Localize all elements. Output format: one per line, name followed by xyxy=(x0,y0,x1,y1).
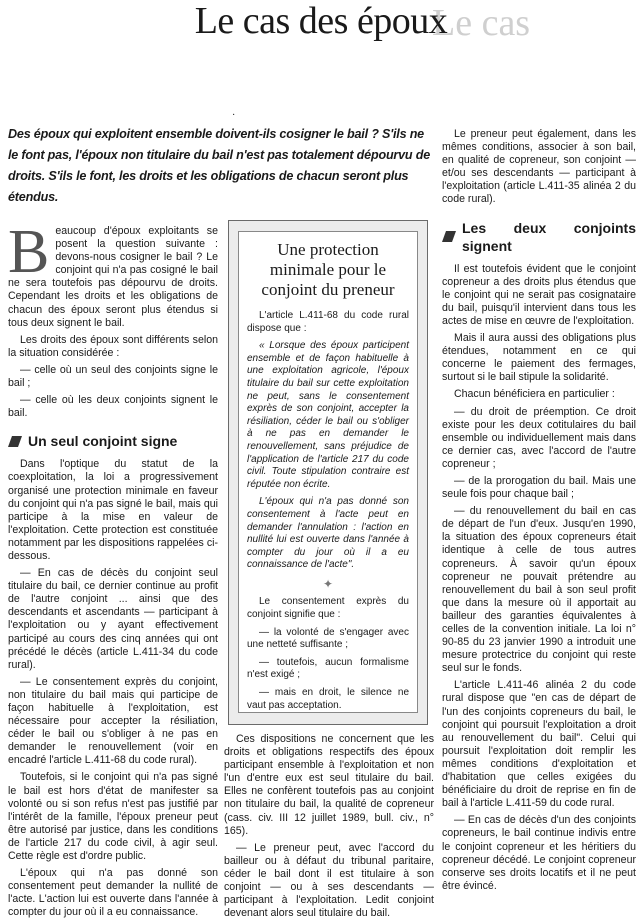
article-intro: Des époux qui exploitent ensemble doivent-ils cosigner le bail ? S'ils ne le font pas, l'époux non titulaire du bail n'est pas totalement dépourvu de droits. S'ils le font, les droits et les obligations de chacun seront plus étendus. xyxy=(8,127,431,204)
paragraph: L'article L.411-46 alinéa 2 du code rural dispose que "en cas de départ de l'un des conjoints copreneurs du bail, le conjoint qui poursuit l'exploitation a droit au renouvellement du bail". Celui qui poursuit l'exploitation doit remplir les mêmes conditions d'exploitation et d'habitation que celles exigées du bénéficiaire du droit de reprise en fin de bail à l'article L.411-59 du code rural. xyxy=(442,679,636,810)
paragraph: L'article L.411-68 du code rural dispose que : xyxy=(247,310,409,334)
paragraph: Les droits des époux sont différents selon la situation considérée : xyxy=(8,333,218,359)
paragraph: Chacun bénéficiera en particulier : xyxy=(454,388,615,401)
paragraph: Toutefois, si le conjoint qui n'a pas signé le bail est hors d'état de manifester sa volonté ou si son refus n'est pas justifié par l'intérêt de la famille, l'époux preneur peut être autorisé par justice, dans les conditions de l'article 217 du code civil, à agir seul. Cette règle est d'ordre public. xyxy=(8,771,218,863)
drop-cap: B xyxy=(8,218,50,286)
column-1 xyxy=(8,218,218,920)
column-3 xyxy=(442,128,636,893)
paragraph: — celle où les deux conjoints signent le bail. xyxy=(8,394,218,420)
heading-marker-icon xyxy=(8,436,22,447)
paragraph: — En cas de décès du conjoint seul titulaire du bail, ce dernier continue au profit de l'autre conjoint ... ainsi que des descendants et ascendants — participant à l'exploitation ou y ayant effectivement participé au cours des cinq années qui ont précédé le décès (article L.411-34 du code rural). xyxy=(8,567,218,671)
sidebar-box xyxy=(228,220,428,725)
quote: L'époux qui n'a pas donné son consentement à l'acte peut en demander l'annulation : l'action en nullité lui est ouverte dans l'année à compter du jour où il a eu connaissance de l'acte". xyxy=(247,496,409,571)
paragraph: Le consentement exprès du conjoint signifie que : xyxy=(247,596,409,621)
column-2 xyxy=(224,733,434,920)
paragraph: — toutefois, aucun formalisme n'est exigé ; xyxy=(247,656,409,681)
paragraph: L'époux qui n'a pas donné son consentement peut demander la nullité de l'acte. L'action lui est ouverte dans l'année à compter du jour où il a eu connaissance. xyxy=(8,867,218,919)
paragraph: eaucoup d'époux exploitants se posent la question suivante : devons-nous cosigner le bail ? Le conjoint qui n'a pas cosigné le bail ne sera toutefois pas dépourvu de droits. Cependant les droits et les obligations de chacun des époux seront plus étendus si tous deux signent le bail. xyxy=(8,225,218,329)
page-title: Le cas des époux xyxy=(194,0,448,42)
separator-icon: ✦ xyxy=(322,576,334,591)
sidebar-box-inner xyxy=(238,231,418,713)
background-title-bleed: Le cas xyxy=(432,2,531,44)
paragraph: Le preneur peut également, dans les mêmes conditions, associer à son bail, en qualité de copreneur, son conjoint — et/ou ses descendants — participant à l'exploitation (article L.411-35 alinéa 2 du code rural). xyxy=(442,128,636,206)
paragraph: Il est toutefois évident que le conjoint copreneur a des droits plus étendus que le conjoint qui ne serait pas cosignataire du bail, puisqu'il intervient dans tous les actes de mise en œuvre de l'exploitation. xyxy=(442,262,636,327)
section-heading: Un seul conjoint signe xyxy=(8,432,218,450)
paragraph: — la volonté de s'engager avec une netteté suffisante ; xyxy=(247,626,409,651)
section-heading: Les deux conjoints signent xyxy=(442,219,636,255)
paragraph: — celle où un seul des conjoints signe le bail ; xyxy=(8,363,218,390)
paragraph: — du renouvellement du bail en cas de départ de l'un d'eux. Jusqu'en 1990, la situation des époux copreneurs était identique à celle de tous autres copreneurs. À savoir qu'un époux copreneur ne pouvait prétendre au renouvellement du bail à son seul profit que dans la mesure où il apportait au bailleur des garanties équivalentes à celles de la convention initiale. La loi n° 90-85 du 23 janvier 1990 a introduit une mesure protectrice du conjoint qui reste seul sur le fonds. xyxy=(442,505,636,675)
heading-marker-icon xyxy=(442,231,456,242)
paragraph: — Le consentement exprès du conjoint, non titulaire du bail mais qui participe de façon habituelle à l'exploitation, est nécessaire pour accepter la résiliation, céder le bail ou s'obliger à ne pas en demander le renouvellement (voir en encadré l'article L.411-68 du code rural). xyxy=(8,675,218,767)
paragraph: — En cas de décès d'un des conjoints copreneurs, le bail continue indivis entre le conjoint copreneur et les héritiers du copreneur décédé. Le conjoint copreneur conserve ses droits locatifs et il ne peut être évincé. xyxy=(442,814,636,892)
paragraph: — Le preneur peut, avec l'accord du bailleur ou à défaut du tribunal paritaire, céder le bail dont il est titulaire à son conjoint — ou à ses descendants — participant à l'exploitation. Ledit conjoint devenant alors seul titulaire du bail. xyxy=(224,841,434,920)
paragraph: Mais il aura aussi des obligations plus étendues, notamment en ce qui concerne le paiement des fermages, surtout si le bail stipule la solidarité. xyxy=(442,332,636,384)
paragraph: — de la prorogation du bail. Mais une seule fois pour chaque bail ; xyxy=(442,474,636,501)
quote: « Lorsque des époux participent ensemble et de façon habituelle à une exploitation agricole, l'époux titulaire du bail sur cette exploitation ne peut, sans le consentement exprès de son conjoint, accepter la résiliation, céder le bail ou s'obliger à ne pas en demander le renouvellement, sans préjudice de l'application de l'article 217 du code civil. Toute stipulation contraire est réputée non écrite. xyxy=(247,340,409,490)
paragraph: — du droit de préemption. Ce droit existe pour les deux cotitulaires du bail ensemble ou individuellement mais dans ce dernier cas, avec l'accord de l'autre copreneur ; xyxy=(442,405,636,470)
paragraph: Dans l'optique du statut de la coexploitation, la loi a progressivement organisé une protection minimale en faveur du conjoint qui n'a pas signé le bail, mais qui participe à la mise en valeur de l'exploitation. Cette protection est constituée notamment par les dispositions rappelées ci-dessous. xyxy=(8,458,218,562)
sidebar-title: Une protection minimale pour le conjoint du preneur xyxy=(261,240,395,299)
paragraph: Ces dispositions ne concernent que les droits et obligations respectifs des époux participant ensemble à l'exploitation et non l'un d'entre eux est seul titulaire du bail. Elles ne confèrent toutefois pas au conjoint non titulaire du bail, la qualité de copreneur (cass. civ. III 12 juillet 1989, bull. civ., n° 165). xyxy=(224,733,434,837)
stray-mark: · xyxy=(232,110,236,121)
paragraph: — mais en droit, le silence ne vaut pas acceptation. xyxy=(247,687,409,711)
